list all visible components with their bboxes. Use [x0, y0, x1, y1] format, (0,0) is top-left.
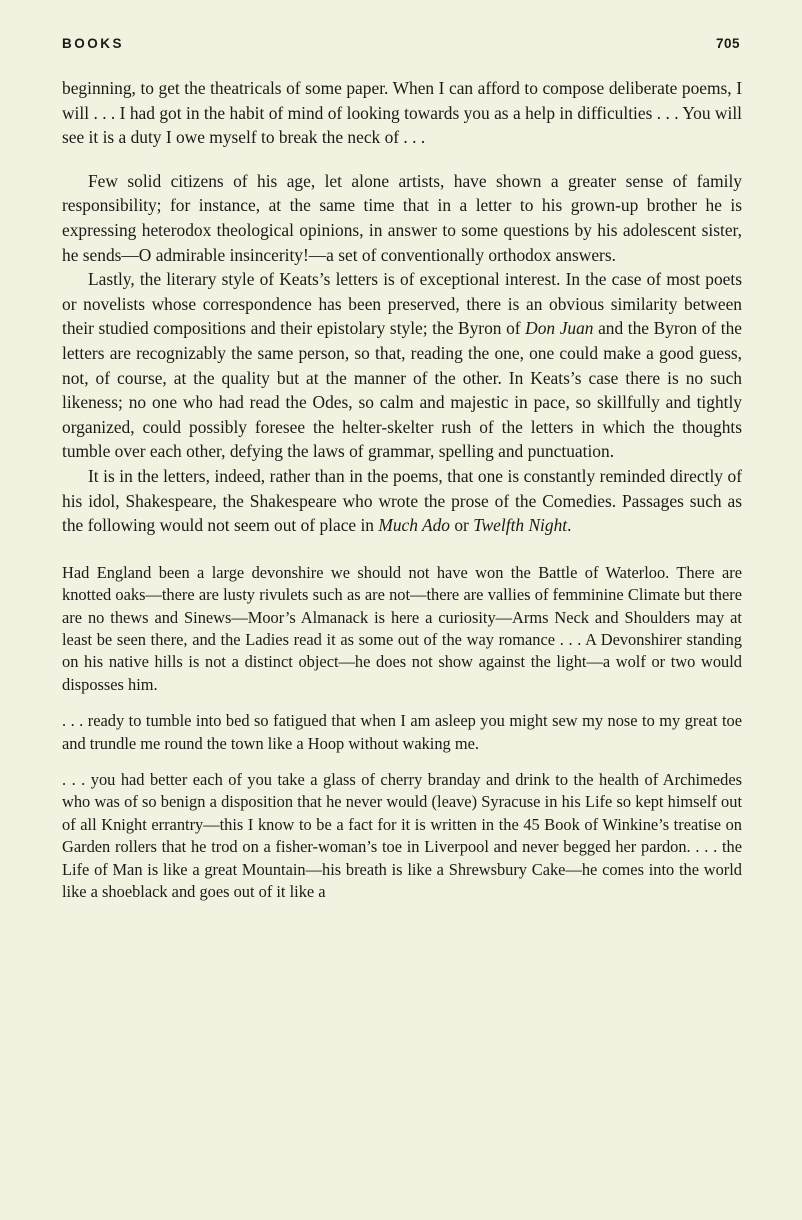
quote-hoop: . . . ready to tumble into bed so fatigued that when I am asleep you might sew my nose to my great toe and trundle me round the town like a Hoop without waking me.: [62, 711, 742, 753]
page-header: [62, 36, 740, 51]
title-don-juan: Don Juan: [525, 318, 594, 339]
paragraph-4-connector: or: [450, 515, 474, 536]
running-head: BOOKS: [62, 36, 125, 51]
title-twelfth-night: Twelfth Night: [473, 515, 568, 536]
paragraph-3-part-b: and the Byron of the letters are recognizably the same person, so that, reading the one, one could make a good guess, not, of course, at the quality but at the manner of the other. In Keats’s case there is no such likeness; no one who had read the Odes, so calm and majestic in pace, so skillfully and tightly organized, could possibly foresee the helter-skelter rush of the letters in which the thoughts tumble over each other, defying the laws of grammar, spelling and punctuation.: [62, 318, 742, 462]
paragraph-1: beginning, to get the theatricals of some paper. When I can afford to compose deliberate poems, I will . . . I had got in the habit of mind of looking towards you as a help in difficulties . . . You will see it is a duty I owe myself to break the neck of . . .: [62, 78, 742, 148]
paragraph-3-part-a: Lastly, the literary style of Keats’s letters is of exceptional interest. In the case of most poets or novelists whose correspondence has been preserved, there is an obvious similarity between their studied compositions and their epistolary style; the Byron of: [62, 269, 742, 339]
paragraph-4: [62, 464, 742, 538]
quote-devonshire: Had England been a large devonshire we should not have won the Battle of Waterloo. There are knotted oaks—there are lusty rivulets such as are not—there are vallies of femminine Climate but there are no thews and Sinews—Moor’s Almanack is here a curiosity—Arms Neck and Shoulders may at least be seen there, and the Ladies read it as some out of the way romance . . . A Devonshirer standing on his native hills is not a distinct object—he does not show against the light—a wolf or two would disposses him.: [62, 562, 742, 694]
quoted-letters: [62, 562, 742, 904]
paragraph-4-end: .: [567, 515, 572, 536]
body-text: [62, 76, 742, 917]
paragraph-2: Few solid citizens of his age, let alone artists, have shown a greater sense of family responsibility; for instance, at the same time that in a letter to his grown-up brother he is expressing heterodox theological opinions, in answer to some questions by his adolescent sister, he sends—O admirable insincerity!—a set of conventionally orthodox answers.: [62, 170, 742, 265]
title-much-ado: Much Ado: [378, 515, 451, 536]
paragraph-4-part-a: It is in the letters, indeed, rather than in the poems, that one is constantly reminded directly of his idol, Shakespeare, the Shakespeare who wrote the prose of the Comedies. Passages such as the following would not seem out of place in: [62, 465, 742, 536]
paragraph-3: [62, 267, 742, 464]
page-number: 705: [715, 36, 740, 51]
quote-archimedes: . . . you had better each of you take a glass of cherry branday and drink to the health of Archimedes who was of so benign a disposition that he never would (leave) Syracuse in his Life so kept himself out of all Knight errantry—this I know to be a fact for it is written in the 45 Book of Winkine’s treatise on Garden rollers that he trod on a fisher-woman’s toe in Liverpool and never begged her pardon. . . . the Life of Man is like a great Mountain—his breath is like a Shrewsbury Cake—he comes into the world like a shoeblack and goes out of it like a: [62, 769, 742, 901]
